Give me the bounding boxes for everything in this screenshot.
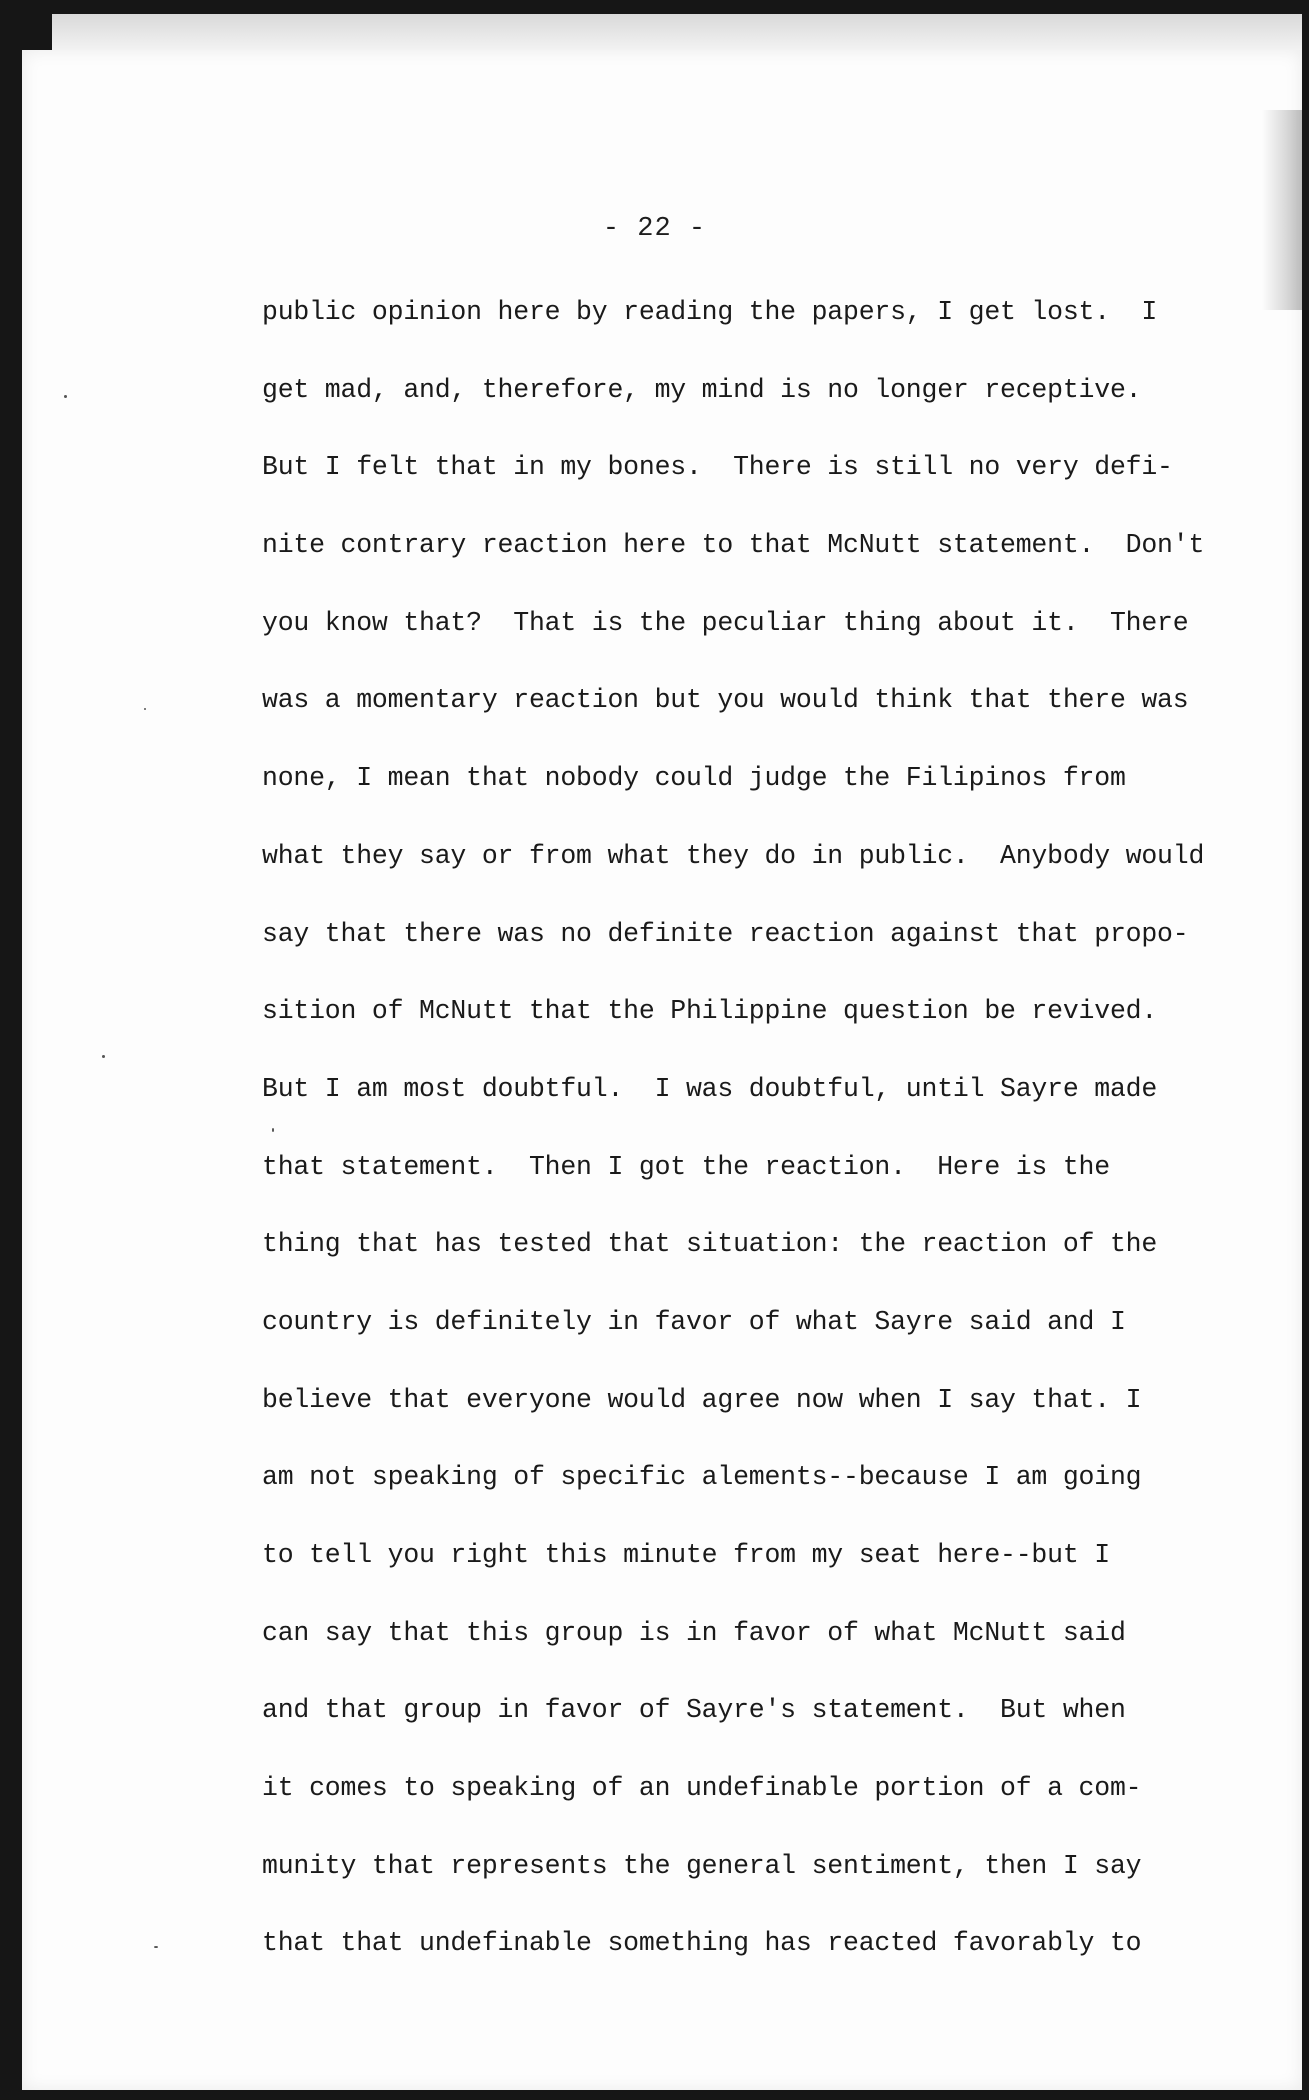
paper-shadow-edge	[1262, 110, 1302, 310]
text-line: can say that this group is in favor of what McNutt said	[262, 1617, 1126, 1648]
text-line: thing that has tested that situation: the reaction of the	[262, 1229, 1158, 1260]
scan-speck	[154, 1946, 158, 1948]
text-line: am not speaking of specific alements--because I am going	[262, 1462, 1142, 1493]
text-line: that that undefinable something has reacted favorably to	[262, 1928, 1142, 1959]
text-line: But I am most doubtful. I was doubtful, until Sayre made	[262, 1073, 1158, 1104]
text-line: you know that? That is the peculiar thing about it. There	[262, 607, 1189, 638]
text-line: and that group in favor of Sayre's statement. But when	[262, 1695, 1126, 1726]
text-line: country is definitely in favor of what Sayre said and I	[262, 1306, 1126, 1337]
text-line: to tell you right this minute from my seat here--but I	[262, 1540, 1110, 1570]
text-line: what they say or from what they do in public. Anybody would	[262, 840, 1205, 871]
text-line: munity that represents the general sentiment, then I say	[262, 1850, 1142, 1881]
text-line: nite contrary reaction here to that McNutt statement. Don't	[262, 530, 1205, 561]
scan-speck	[102, 1055, 105, 1058]
text-line: that statement. Then I got the reaction. Here is the	[262, 1151, 1110, 1182]
text-line: none, I mean that nobody could judge the Filipinos from	[262, 763, 1126, 794]
scan-speck	[64, 395, 67, 398]
text-line: public opinion here by reading the papers, I get lost. I	[262, 297, 1158, 327]
text-line: say that there was no definite reaction against that propo-	[262, 918, 1189, 949]
text-line: sition of McNutt that the Philippine question be revived.	[262, 996, 1158, 1027]
scan-speck	[144, 708, 146, 710]
transcript-body	[262, 292, 1262, 2001]
text-line: it comes to speaking of an undefinable portion of a com-	[262, 1773, 1142, 1804]
page-number: - 22 -	[602, 214, 707, 244]
text-line: get mad, and, therefore, my mind is no longer receptive.	[262, 374, 1142, 405]
text-line: believe that everyone would agree now when I say that. I	[262, 1384, 1142, 1415]
text-line: was a momentary reaction but you would think that there was	[262, 685, 1189, 716]
text-line: But I felt that in my bones. There is still no very defi-	[262, 452, 1173, 483]
